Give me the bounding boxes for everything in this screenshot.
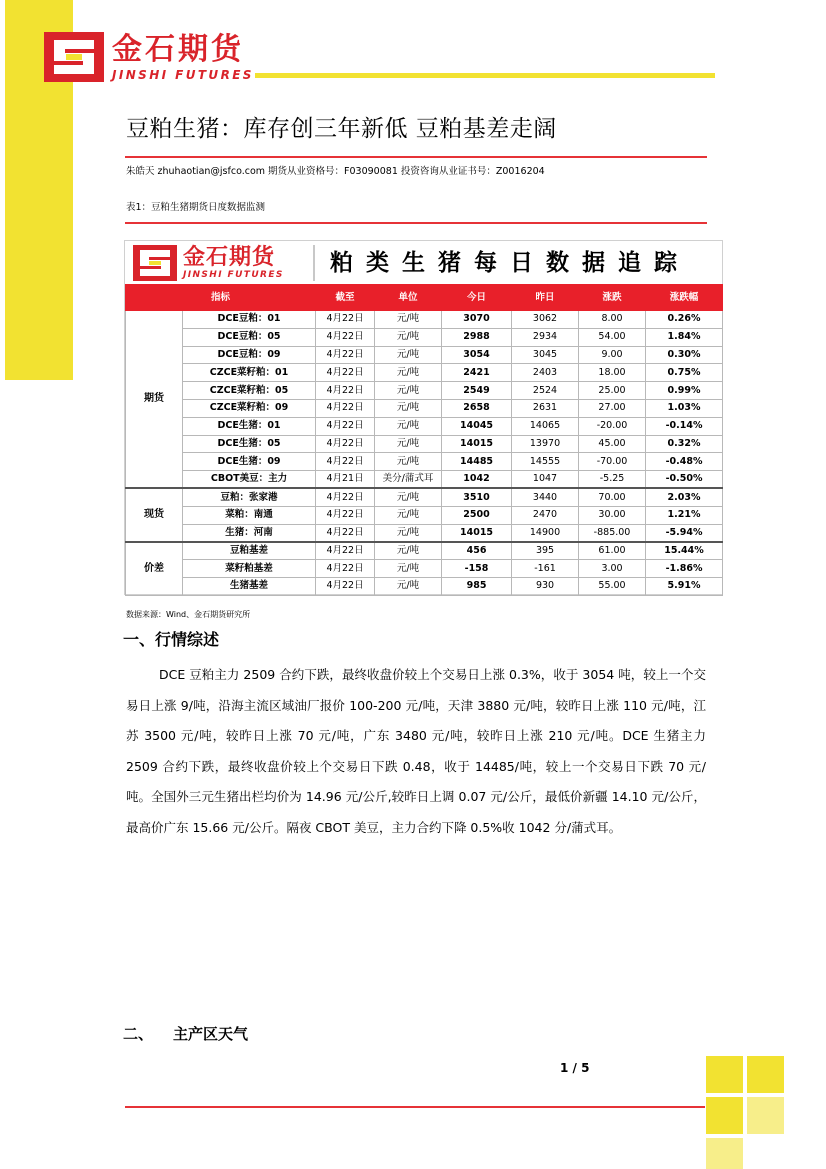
table-cell: 4月22日 — [316, 417, 375, 435]
table-cell: 0.30% — [646, 346, 723, 364]
banner-divider — [313, 245, 315, 281]
table-cell: -20.00 — [579, 417, 646, 435]
table-cell: 61.00 — [579, 542, 646, 560]
table-cell: 14555 — [512, 453, 579, 471]
header-cell: 指标 — [126, 285, 316, 311]
table-cell: 2403 — [512, 364, 579, 382]
table-cell: 1.84% — [646, 328, 723, 346]
table-cell: 2.03% — [646, 488, 723, 506]
section-heading-1: 一、行情综述 — [123, 630, 220, 649]
table-row — [126, 364, 723, 382]
table-cell: DCE豆粕：09 — [183, 346, 316, 364]
table-cell: 2658 — [442, 399, 512, 417]
table-cell: 3045 — [512, 346, 579, 364]
table-row — [126, 488, 723, 506]
table-cell: CZCE菜籽粕：05 — [183, 382, 316, 400]
table-cell: -5.25 — [579, 471, 646, 489]
page-title: 豆粕生猪：库存创三年新低 豆粕基差走阔 — [126, 116, 557, 142]
table-logo-text-cn: 金石期货 — [183, 245, 276, 270]
table-cell: 2631 — [512, 399, 579, 417]
data-table — [125, 284, 723, 596]
table-cell: 4月22日 — [316, 524, 375, 542]
table-cell: 18.00 — [579, 364, 646, 382]
table-cell: -885.00 — [579, 524, 646, 542]
table-cell: 27.00 — [579, 399, 646, 417]
table-cell: 4月22日 — [316, 488, 375, 506]
table-cell: 4月22日 — [316, 382, 375, 400]
table-cell: 元/吨 — [375, 524, 442, 542]
author-line: 朱皓天 zhuhaotian@jsfco.com 期货从业资格号：F03090081 投资咨询从业证书号：Z0016204 — [126, 166, 545, 177]
table-cell: 3.00 — [579, 560, 646, 578]
table-row — [126, 311, 723, 329]
table-cell: 豆粕：张家港 — [183, 488, 316, 506]
page-number: 1 / 5 — [560, 1061, 590, 1075]
table-row — [126, 560, 723, 578]
table-row — [126, 542, 723, 560]
table-cell: 2988 — [442, 328, 512, 346]
section-body-1: DCE 豆粕主力 2509 合约下跌，最终收盘价较上个交易日上涨 0.3%，收于 3054 吨，较上一个交易日上涨 9/吨，沿海主流区域油厂报价 100-200 元/吨，天津 3880 元/吨，较昨日上涨 110 元/吨，江苏 3500 元/吨，较昨日上涨 70 元/吨，广东 3480 元/吨，较昨日上涨 210 元/吨。DCE 生猪主力 2509 合约下跌，最终收盘价较上个交易日下跌 0.48，收于 14485/吨，较上一个交易日下跌 70 元/吨。全国外三元生猪出栏均价为 14.96 元/公斤,较昨日上调 0.07 元/公斤，最低价新疆 14.10 元/公斤，最高价广东 15.66 元/公斤。隔夜 CBOT 美豆，主力合约下降 0.5%收 1042 分/蒲式耳。 — [126, 667, 706, 835]
table-cell: 0.99% — [646, 382, 723, 400]
table-cell: 2421 — [442, 364, 512, 382]
footer-square-decoration — [706, 1097, 743, 1134]
table-cell: 元/吨 — [375, 417, 442, 435]
table-cell: 豆粕基差 — [183, 542, 316, 560]
table-row — [126, 435, 723, 453]
footer-square-decoration — [747, 1097, 784, 1134]
table-cell: DCE豆粕：05 — [183, 328, 316, 346]
table-cell: 14015 — [442, 435, 512, 453]
header-cell: 昨日 — [512, 285, 579, 311]
table-cell: -0.14% — [646, 417, 723, 435]
title-rule — [125, 156, 707, 158]
table-row — [126, 382, 723, 400]
table-cell: 1.21% — [646, 506, 723, 524]
table-cell: 4月22日 — [316, 560, 375, 578]
table-cell: 元/吨 — [375, 560, 442, 578]
table-cell: 元/吨 — [375, 346, 442, 364]
table-cell: 1047 — [512, 471, 579, 489]
table-row — [126, 417, 723, 435]
table-cell: 8.00 — [579, 311, 646, 329]
table-caption: 表1：豆粕生猪期货日度数据监测 — [126, 202, 266, 213]
table-cell: 0.26% — [646, 311, 723, 329]
table-cell: 2470 — [512, 506, 579, 524]
table-cell: 元/吨 — [375, 506, 442, 524]
table-cell: 生猪基差 — [183, 577, 316, 595]
table-cell: 4月22日 — [316, 328, 375, 346]
table-row — [126, 506, 723, 524]
footer-square-decoration — [706, 1138, 743, 1169]
table-cell: 3062 — [512, 311, 579, 329]
table-header-row — [126, 285, 723, 311]
table-cell: 14065 — [512, 417, 579, 435]
table-cell: -70.00 — [579, 453, 646, 471]
table-cell: 395 — [512, 542, 579, 560]
company-logo — [44, 32, 254, 84]
header-cell: 截至 — [316, 285, 375, 311]
section-title-2: 主产区天气 — [173, 1025, 249, 1043]
logo-text-en: JINSHI FUTURES — [112, 68, 254, 82]
table-cell: 2500 — [442, 506, 512, 524]
table-cell: -1.86% — [646, 560, 723, 578]
footer-square-decoration — [706, 1056, 743, 1093]
table-cell: 1.03% — [646, 399, 723, 417]
table-cell: 4月22日 — [316, 506, 375, 524]
table-cell: 元/吨 — [375, 488, 442, 506]
table-cell: -0.48% — [646, 453, 723, 471]
table-cell: 14485 — [442, 453, 512, 471]
table-cell: 4月22日 — [316, 399, 375, 417]
data-source: 数据来源：Wind、金石期货研究所 — [126, 610, 251, 619]
header-yellow-rule — [255, 73, 715, 78]
table-cell: -158 — [442, 560, 512, 578]
table-cell: 3440 — [512, 488, 579, 506]
table-cell: 4月22日 — [316, 364, 375, 382]
table-cell: DCE生猪：05 — [183, 435, 316, 453]
table-cell: DCE生猪：01 — [183, 417, 316, 435]
table-heading: 粕类生猪每日数据追踪 — [330, 250, 690, 276]
table-row — [126, 346, 723, 364]
table-cell: 4月21日 — [316, 471, 375, 489]
table-cell: -161 — [512, 560, 579, 578]
header-cell: 单位 — [375, 285, 442, 311]
table-cell: CBOT美豆：主力 — [183, 471, 316, 489]
group-label-cell: 期货 — [126, 311, 183, 489]
table-row — [126, 577, 723, 595]
table-cell: 3054 — [442, 346, 512, 364]
table-cell: 2549 — [442, 382, 512, 400]
group-label-cell: 价差 — [126, 542, 183, 595]
table-cell: 元/吨 — [375, 399, 442, 417]
table-cell: 3070 — [442, 311, 512, 329]
table-cell: 美分/蒲式耳 — [375, 471, 442, 489]
table-row — [126, 524, 723, 542]
table-cell: CZCE菜籽粕：09 — [183, 399, 316, 417]
table-cell: 4月22日 — [316, 435, 375, 453]
header-cell: 今日 — [442, 285, 512, 311]
table-cell: 元/吨 — [375, 328, 442, 346]
table-cell: 456 — [442, 542, 512, 560]
table-cell: 13970 — [512, 435, 579, 453]
table-banner — [125, 241, 722, 284]
table-cell: 元/吨 — [375, 311, 442, 329]
table-cell: 2524 — [512, 382, 579, 400]
table-cell: 1042 — [442, 471, 512, 489]
table-cell: DCE生猪：09 — [183, 453, 316, 471]
table-cell: 4月22日 — [316, 311, 375, 329]
table-cell: 菜籽粕基差 — [183, 560, 316, 578]
logo-mark-icon — [44, 32, 104, 82]
table-row — [126, 453, 723, 471]
header-cell: 涨跌幅 — [646, 285, 723, 311]
section-number-2: 二、 — [123, 1025, 154, 1043]
table-cell: 2934 — [512, 328, 579, 346]
footer-square-decoration — [747, 1056, 784, 1093]
table-cell: 元/吨 — [375, 542, 442, 560]
table-cell: 4月22日 — [316, 453, 375, 471]
table-cell: 元/吨 — [375, 435, 442, 453]
table-cell: 9.00 — [579, 346, 646, 364]
table-cell: -5.94% — [646, 524, 723, 542]
table-cell: 元/吨 — [375, 382, 442, 400]
table-cell: 30.00 — [579, 506, 646, 524]
table-cell: 54.00 — [579, 328, 646, 346]
data-table-image — [124, 240, 723, 595]
table-cell: 4月22日 — [316, 346, 375, 364]
table-logo — [133, 245, 309, 281]
table-cell: 45.00 — [579, 435, 646, 453]
table-cell: 55.00 — [579, 577, 646, 595]
table-cell: 14015 — [442, 524, 512, 542]
table-cell: 4月22日 — [316, 542, 375, 560]
table-cell: 菜粕：南通 — [183, 506, 316, 524]
table-cell: 930 — [512, 577, 579, 595]
table-cell: -0.50% — [646, 471, 723, 489]
table-cell: 元/吨 — [375, 364, 442, 382]
table-cell: 14045 — [442, 417, 512, 435]
group-label-cell: 现货 — [126, 488, 183, 541]
table-cell: 14900 — [512, 524, 579, 542]
table-cell: 生猪：河南 — [183, 524, 316, 542]
table-cell: 0.32% — [646, 435, 723, 453]
table-logo-text-en: JINSHI FUTURES — [183, 270, 284, 280]
table-cell: 元/吨 — [375, 453, 442, 471]
table-cell: 4月22日 — [316, 577, 375, 595]
section-heading-2 — [123, 1022, 248, 1046]
table-cell: CZCE菜籽粕：01 — [183, 364, 316, 382]
table-cell: 985 — [442, 577, 512, 595]
table-row — [126, 471, 723, 489]
table-logo-mark-icon — [133, 245, 177, 281]
table-cell: 0.75% — [646, 364, 723, 382]
table-row — [126, 399, 723, 417]
table-row — [126, 328, 723, 346]
table-cell: DCE豆粕：01 — [183, 311, 316, 329]
table-cell: 70.00 — [579, 488, 646, 506]
table-cell: 3510 — [442, 488, 512, 506]
caption-rule — [125, 222, 707, 224]
logo-text-cn: 金石期货 — [112, 32, 244, 67]
table-cell: 25.00 — [579, 382, 646, 400]
footer-rule — [125, 1106, 705, 1108]
header-cell: 涨跌 — [579, 285, 646, 311]
table-cell: 5.91% — [646, 577, 723, 595]
table-cell: 15.44% — [646, 542, 723, 560]
table-cell: 元/吨 — [375, 577, 442, 595]
